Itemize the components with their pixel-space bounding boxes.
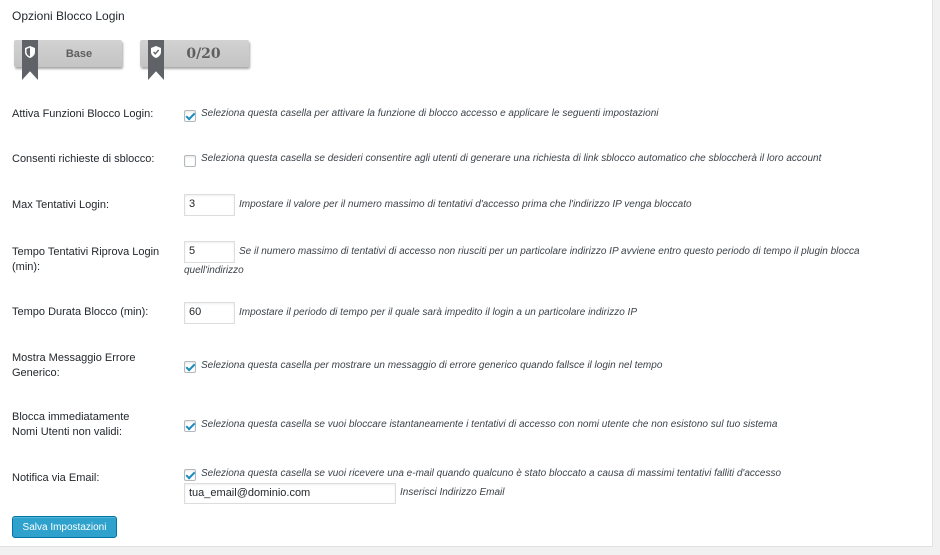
- allow-unlock-label: Consenti richieste di sblocco:: [12, 153, 155, 165]
- ribbon: [148, 40, 164, 80]
- enable-lockdown-checkbox[interactable]: [184, 110, 196, 122]
- email-notify-checkbox[interactable]: [184, 469, 196, 481]
- enable-lockdown-label: Attiva Funzioni Blocco Login:: [12, 108, 154, 120]
- lockout-duration-input[interactable]: 60: [184, 302, 235, 324]
- generic-error-label: Mostra Messaggio Errore Generico:: [12, 352, 136, 379]
- shield-check-icon: [151, 46, 161, 58]
- max-attempts-input[interactable]: 3: [184, 194, 235, 216]
- allow-unlock-description: Seleziona questa casella se desideri consentire agli utenti di generare una richiesta di link sblocco automatico che sbloccherà il loro account: [201, 153, 822, 164]
- allow-unlock-checkbox[interactable]: [184, 155, 196, 167]
- generic-error-description: Seleziona questa casella per mostrare un messaggio di errore generico quando fallsce il login nel tempo: [201, 360, 663, 371]
- section-title: Opzioni Blocco Login: [12, 9, 125, 23]
- lockout-duration-description: Impostare il periodo di tempo per il quale sarà impedito il login a un particolare indirizzo IP: [239, 307, 637, 318]
- email-notify-description: Seleziona questa casella se vuoi ricevere una e-mail quando qualcuno è stato bloccato a causa di massimi tentativi falliti d'accesso: [201, 468, 782, 479]
- max-attempts-label: Max Tentativi Login:: [12, 199, 110, 211]
- enable-lockdown-description: Seleziona questa casella per attivare la funzione di blocco accesso e applicare le seguenti impostazioni: [201, 108, 659, 119]
- retry-time-label: Tempo Tentativi Riprova Login (min):: [12, 246, 160, 273]
- generic-error-checkbox[interactable]: [184, 361, 196, 373]
- retry-time-input[interactable]: 5: [184, 241, 235, 263]
- badge-base-label: Base: [14, 40, 122, 67]
- badge-score-label: 0/20: [140, 40, 249, 67]
- invalid-usernames-label: Blocca immediatamente Nomi Utenti non validi:: [12, 411, 130, 438]
- invalid-usernames-description: Seleziona questa casella se vuoi bloccare istantaneamente i tentativi di accesso con nomi utente che non esistono sul tuo sistema: [201, 419, 778, 430]
- shield-icon: [25, 46, 35, 58]
- email-notify-label: Notifica via Email:: [12, 472, 100, 484]
- invalid-usernames-checkbox[interactable]: [184, 420, 196, 432]
- ribbon: [22, 40, 38, 80]
- email-hint: Inserisci Indirizzo Email: [400, 487, 505, 498]
- email-input[interactable]: tua_email@dominio.com: [184, 483, 396, 504]
- retry-time-description-line2: quell'indirizzo: [184, 265, 244, 276]
- lockout-duration-label: Tempo Durata Blocco (min):: [12, 306, 149, 318]
- retry-time-description-line1: Se il numero massimo di tentativi di accesso non riusciti per un particolare indirizzo IP avviene entro questo periodo di tempo il plugin blocca: [239, 246, 860, 257]
- save-settings-button[interactable]: Salva Impostazioni: [12, 516, 117, 538]
- max-attempts-description: Impostare il valore per il numero massimo di tentativi d'accesso prima che l'indirizzo IP venga bloccato: [239, 199, 692, 210]
